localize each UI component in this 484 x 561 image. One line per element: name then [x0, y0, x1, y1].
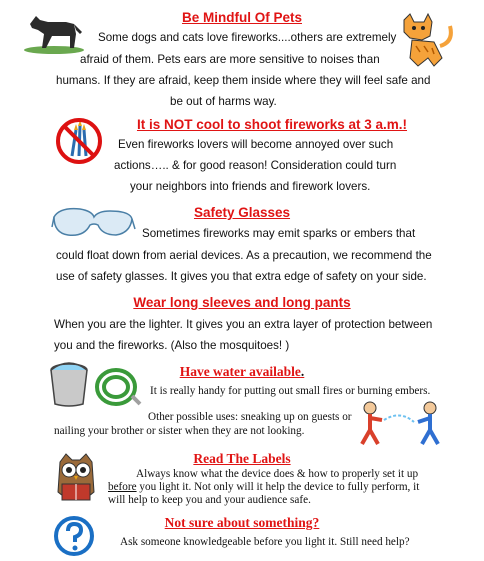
- labels-heading: Read The Labels: [193, 451, 291, 466]
- late-line-3: your neighbors into friends and firework lovers.: [130, 180, 371, 193]
- pets-line-2: afraid of them. Pets ears are more sensitive to noises than: [80, 53, 380, 66]
- water-heading-text: Have water available: [179, 364, 301, 379]
- unsure-line-1: Ask someone knowledgeable before you light it. Still need help?: [120, 536, 410, 548]
- sleeves-line-2: you and the fireworks. (Also the mosquitoes! ): [54, 339, 290, 352]
- labels-line-2-rest: you light it. Not only will it help the device to fully perform, it: [136, 481, 420, 493]
- late-line-1: Even fireworks lovers will become annoyed over such: [118, 138, 394, 151]
- pets-heading: Be Mindful Of Pets: [181, 10, 302, 25]
- kids-water-fight-icon: [356, 400, 446, 446]
- glasses-heading: Safety Glasses: [193, 205, 291, 220]
- glasses-line-1: Sometimes fireworks may emit sparks or embers that: [142, 227, 416, 240]
- pets-line-3: humans. If they are afraid, keep them inside where they will feel safe and: [56, 74, 431, 87]
- labels-line-3: will help to keep you and your audience safe.: [108, 494, 311, 506]
- water-line-2: Other possible uses: sneaking up on guests or: [148, 411, 352, 423]
- late-line-2: actions….. & for good reason! Consideration could turn: [114, 159, 397, 172]
- water-heading-period: .: [300, 364, 305, 379]
- sleeves-heading: Wear long sleeves and long pants: [133, 295, 351, 310]
- sleeves-line-1: When you are the lighter. It gives you an extra layer of protection between: [54, 318, 433, 331]
- glasses-line-3: use of safety glasses. It gives you that extra edge of safety on your side.: [56, 270, 427, 283]
- labels-before: before: [108, 481, 137, 493]
- unsure-heading: Not sure about something?: [164, 515, 320, 530]
- glasses-line-2: could float down from aerial devices. As a precaution, we recommend the: [56, 249, 432, 262]
- water-line-3: nailing your brother or sister when they are not looking.: [54, 425, 305, 437]
- labels-line-1: Always know what the device does & how to properly set it up: [136, 468, 419, 480]
- water-line-1: It is really handy for putting out small fires or burning embers.: [150, 385, 431, 397]
- labels-line-2: [108, 480, 419, 494]
- water-heading: [0, 364, 484, 380]
- pets-line-1: Some dogs and cats love fireworks....others are extremely: [98, 31, 397, 44]
- late-heading: It is NOT cool to shoot fireworks at 3 a.m.!: [136, 117, 408, 132]
- pets-line-4: be out of harms way.: [170, 95, 277, 108]
